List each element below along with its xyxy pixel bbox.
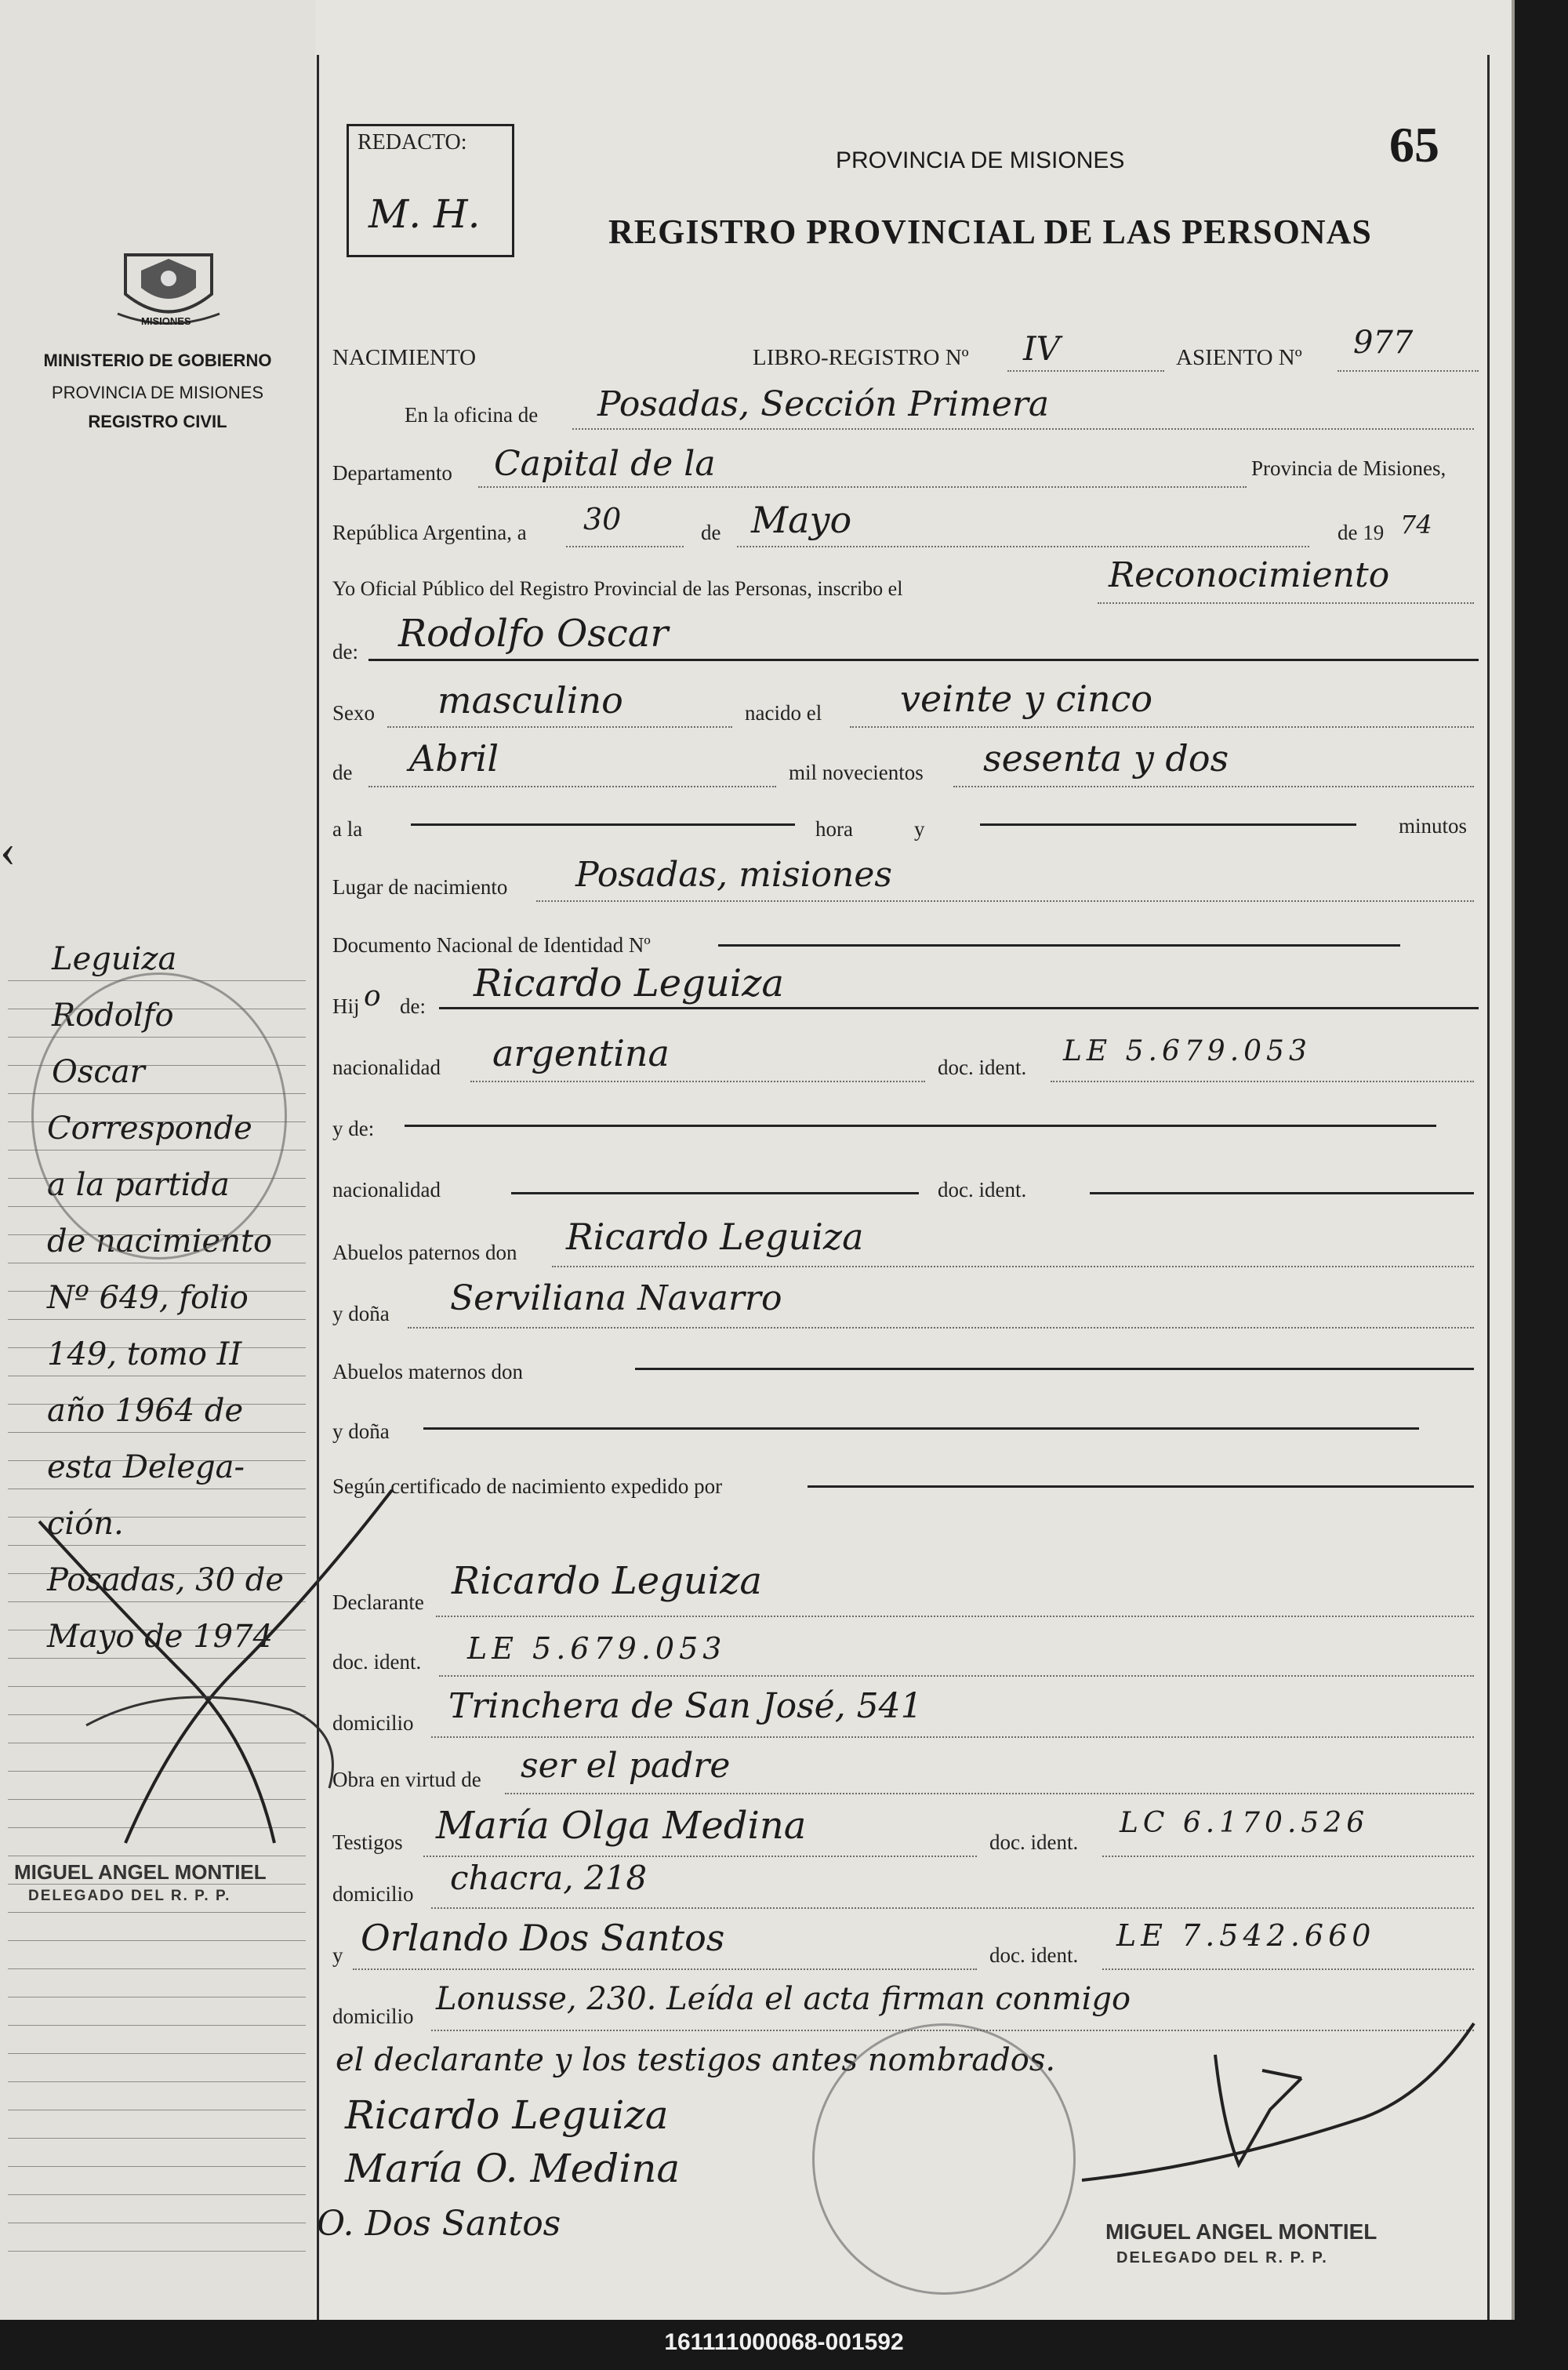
segun-label: Según certificado de nacimiento expedido por	[332, 1474, 723, 1498]
domicilio-label: domicilio	[332, 1711, 414, 1735]
margin-note-line: Rodolfo	[52, 998, 174, 1034]
nombre-value: Rodolfo Oscar	[398, 612, 669, 656]
anio-value: 74	[1400, 510, 1432, 540]
yo-oficial-label: Yo Oficial Público del Registro Provincial de las Personas, inscribo el	[332, 577, 903, 600]
domicilio2-label: domicilio	[332, 1882, 414, 1906]
abuela-m-line	[423, 1427, 1419, 1430]
de2-label: de:	[332, 640, 358, 663]
t1-doc-label: doc. ident.	[989, 1830, 1079, 1854]
margin-note-line: de nacimiento	[47, 1223, 273, 1260]
testigo2-line	[353, 1968, 977, 1970]
doc-ident-label: doc. ident.	[938, 1056, 1027, 1079]
oficina-label: En la oficina de	[405, 403, 539, 427]
padre-doc-line	[1051, 1081, 1474, 1082]
hora-label: hora	[815, 817, 853, 841]
nacionalidad-value: argentina	[492, 1032, 670, 1074]
domicilio-line	[431, 1736, 1474, 1738]
margin-rule	[8, 2025, 306, 2026]
libro-line	[1007, 370, 1164, 372]
mil-label: mil novecientos	[789, 761, 924, 784]
margin-note-line: Mayo de 1974	[47, 1619, 273, 1655]
signature-testigo1: María O. Medina	[345, 2146, 681, 2191]
lugar-value: Posadas, misiones	[575, 855, 892, 895]
margin-note-line: a la partida	[47, 1167, 230, 1203]
margin-note-line: Leguiza	[52, 941, 177, 977]
folio-number: 65	[1389, 117, 1439, 173]
t1-doc-value: LC 6.170.526	[1120, 1807, 1370, 1839]
madre-doc-line	[1090, 1192, 1474, 1194]
y-de-label: y de:	[332, 1117, 375, 1140]
nacionalidad-label: nacionalidad	[332, 1056, 441, 1079]
margin-note-line: Posadas, 30 de	[47, 1562, 285, 1598]
padre-doc-value: LE 5.679.053	[1063, 1035, 1312, 1067]
padre-line	[439, 1007, 1479, 1009]
mes-nac-value: Abril	[409, 737, 499, 780]
redacto-label: REDACTO:	[358, 130, 467, 154]
margin-rule	[8, 1940, 306, 1941]
nacionalidad-line	[470, 1081, 925, 1082]
margin-rule	[8, 1968, 306, 1969]
y2-label: y	[332, 1943, 343, 1967]
abuela-p-value: Serviliana Navarro	[450, 1278, 782, 1318]
dia-value: 30	[583, 502, 622, 536]
abuelos-maternos-label: Abuelos maternos don	[332, 1360, 523, 1383]
redacto-initials: M. H.	[368, 191, 481, 237]
dni-line	[718, 944, 1400, 947]
closing-text: el declarante y los testigos antes nombrados.	[336, 2042, 1056, 2078]
signature-declarante: Ricardo Leguiza	[345, 2092, 669, 2138]
departamento-label: Departamento	[332, 461, 452, 485]
decl-doc-value: LE 5.679.053	[467, 1631, 727, 1666]
margin-rule	[8, 2138, 306, 2139]
mes-line	[737, 546, 1309, 547]
testigos-label: Testigos	[332, 1830, 403, 1854]
a-la-label: a la	[332, 817, 363, 841]
y-dona2-label: y doña	[332, 1419, 390, 1443]
padre-value: Ricardo Leguiza	[474, 961, 784, 1005]
y-dona-label: y doña	[332, 1302, 390, 1325]
minutos-label: minutos	[1399, 814, 1468, 838]
margin-stamp-title: DELEGADO DEL R. P. P.	[28, 1888, 231, 1904]
margin-civil-registry: REGISTRO CIVIL	[88, 412, 227, 431]
registry-seal	[812, 2023, 1076, 2295]
t2-domicilio-value: Lonusse, 230. Leída el acta firman conmigo	[436, 1981, 1131, 2017]
bottom-stamp-name: MIGUEL ANGEL MONTIEL	[1105, 2219, 1377, 2244]
t1-domicilio-line	[431, 1907, 1474, 1909]
nacionalidad2-label: nacionalidad	[332, 1178, 441, 1201]
oficina-line	[572, 428, 1474, 430]
anio-nac-value: sesenta y dos	[983, 737, 1229, 780]
dia-line	[566, 546, 684, 547]
testigo1-value: María Olga Medina	[436, 1804, 807, 1848]
asiento-value: 977	[1353, 325, 1414, 361]
oficina-value: Posadas, Sección Primera	[597, 384, 1050, 424]
margin-rule	[8, 2081, 306, 2082]
abuelo-m-line	[635, 1368, 1474, 1370]
margin-rule	[8, 1319, 306, 1320]
margin-rule	[8, 1912, 306, 1913]
departamento-value: Capital de la	[494, 444, 716, 484]
signature-testigo2: O. Dos Santos	[317, 2204, 561, 2244]
libro-label: LIBRO-REGISTRO Nº	[753, 345, 969, 370]
margin-note-line: ción.	[47, 1506, 124, 1542]
decl-doc-line	[439, 1675, 1474, 1677]
sexo-value: masculino	[437, 679, 623, 722]
margin-note-line: 149, tomo II	[47, 1336, 242, 1372]
nacionalidad2-line	[511, 1192, 919, 1194]
margin-province: PROVINCIA DE MISIONES	[51, 383, 264, 402]
de3-label: de	[332, 761, 353, 784]
lugar-line	[536, 900, 1474, 902]
hijo-label: Hij	[332, 994, 360, 1018]
nacido-value: veinte y cinco	[900, 678, 1153, 720]
crest-text: MISIONES	[141, 315, 191, 327]
testigo2-value: Orlando Dos Santos	[361, 1917, 725, 1959]
t1-doc-line	[1102, 1856, 1474, 1857]
abuela-p-line	[408, 1327, 1474, 1329]
acto-value: Reconocimiento	[1109, 555, 1390, 595]
t2-doc-value: LE 7.542.660	[1116, 1918, 1376, 1953]
testigo1-line	[423, 1856, 977, 1857]
asiento-label: ASIENTO Nº	[1176, 345, 1302, 370]
provincia-label: Provincia de Misiones,	[1251, 456, 1446, 480]
segun-line	[808, 1485, 1474, 1488]
birth-type-label: NACIMIENTO	[332, 345, 477, 370]
obra-line	[505, 1793, 1474, 1794]
anio-nac-line	[953, 786, 1474, 787]
abuelo-p-line	[552, 1266, 1474, 1267]
mes-value: Mayo	[751, 499, 852, 541]
margin-rule	[8, 2053, 306, 2054]
lugar-label: Lugar de nacimiento	[332, 875, 508, 899]
declarante-line	[436, 1616, 1474, 1617]
departamento-line	[478, 486, 1247, 488]
margin-rule	[8, 2166, 306, 2167]
anio-label: de 19	[1338, 521, 1385, 544]
domicilio-value: Trinchera de San José, 541	[448, 1686, 923, 1726]
t1-domicilio-value: chacra, 218	[450, 1859, 648, 1897]
asiento-line	[1338, 370, 1479, 372]
bottom-stamp-title: DELEGADO DEL R. P. P.	[1116, 2249, 1328, 2266]
margin-rule	[8, 2194, 306, 2195]
nacido-line	[850, 726, 1474, 728]
obra-label: Obra en virtud de	[332, 1768, 481, 1791]
margin-rule	[8, 2251, 306, 2252]
declarante-label: Declarante	[332, 1590, 424, 1614]
t2-doc-line	[1102, 1968, 1474, 1970]
dni-label: Documento Nacional de Identidad Nº	[332, 933, 651, 957]
libro-value: IV	[1023, 329, 1060, 368]
obra-value: ser el padre	[521, 1746, 731, 1786]
hijo-suffix: o	[364, 980, 381, 1012]
official-signature	[1066, 2008, 1490, 2196]
de-label: de	[701, 521, 721, 544]
margin-note-line: año 1964 de	[47, 1393, 244, 1429]
margin-note-line: Nº 649, folio	[47, 1280, 249, 1316]
ministry-heading: MINISTERIO DE GOBIERNO	[43, 351, 272, 370]
margin-seal	[31, 972, 287, 1260]
republica-label: República Argentina, a	[332, 521, 527, 544]
margin-rule	[8, 1432, 306, 1433]
document-id: 161111000068-001592	[664, 2329, 904, 2355]
madre-line	[405, 1125, 1436, 1127]
declarante-value: Ricardo Leguiza	[452, 1559, 762, 1603]
province-heading: PROVINCIA DE MISIONES	[836, 147, 1125, 173]
margin-note-line: esta Delega-	[47, 1449, 245, 1485]
margin-stamp-name: MIGUEL ANGEL MONTIEL	[14, 1860, 267, 1884]
edge-mark: ‹	[0, 824, 16, 876]
t2-doc-label: doc. ident.	[989, 1943, 1079, 1967]
registry-heading: REGISTRO PROVINCIAL DE LAS PERSONAS	[608, 213, 1372, 251]
nombre-line	[368, 659, 1479, 661]
y-label: y	[914, 817, 925, 841]
abuelo-p-value: Ricardo Leguiza	[566, 1216, 864, 1258]
sexo-label: Sexo	[332, 701, 375, 725]
margin-note-line: Corresponde	[47, 1110, 252, 1147]
acto-line	[1098, 602, 1474, 604]
sexo-line	[387, 726, 732, 728]
doc-ident2-label: doc. ident.	[938, 1178, 1027, 1201]
minutos-line	[980, 823, 1356, 826]
hijo-de-label: de:	[400, 994, 426, 1018]
nacido-label: nacido el	[745, 701, 822, 725]
decl-doc-label: doc. ident.	[332, 1650, 422, 1674]
hora-line	[411, 823, 795, 826]
domicilio3-label: domicilio	[332, 2005, 414, 2028]
mes-nac-line	[368, 786, 776, 787]
margin-note-line: Oscar	[52, 1054, 145, 1090]
abuelos-paternos-label: Abuelos paternos don	[332, 1241, 517, 1264]
